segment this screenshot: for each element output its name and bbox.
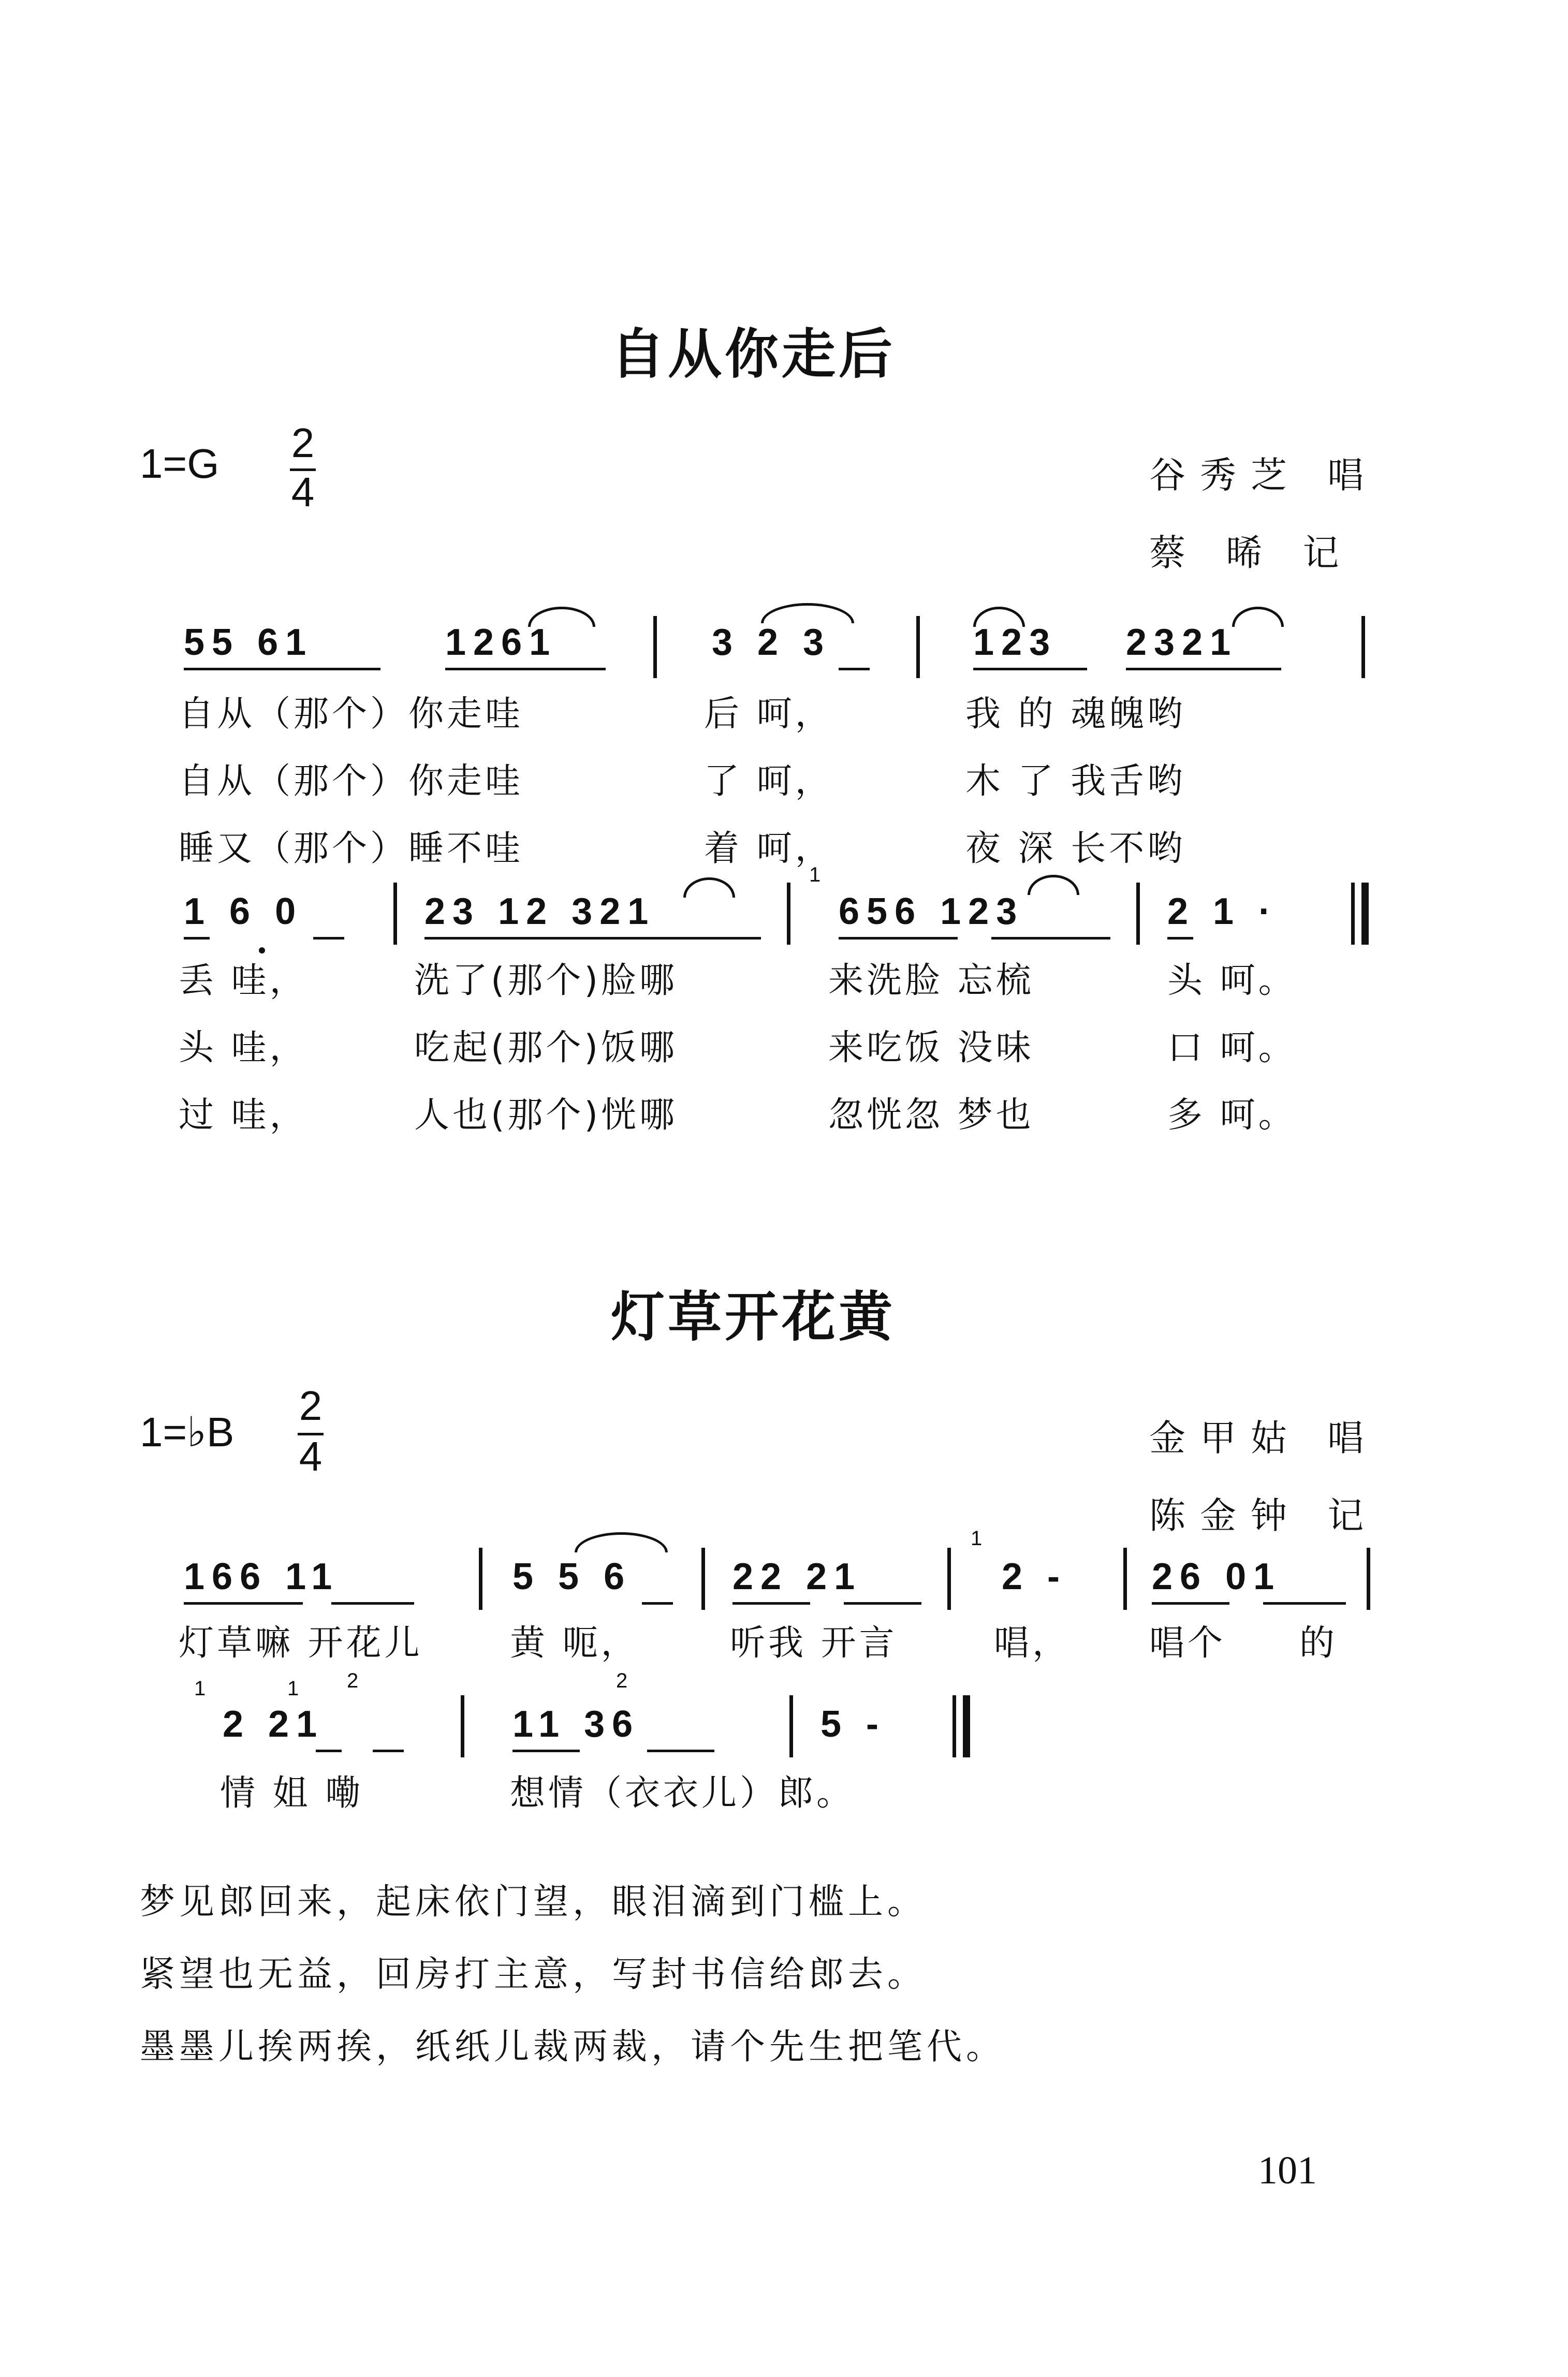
barline [653,616,657,678]
barline [789,1695,793,1757]
grace-note: 1 [287,1677,299,1700]
grace-note: 2 [347,1669,359,1692]
beam [839,937,958,940]
beam [647,1750,714,1752]
barline [461,1695,464,1757]
s1-l2-lyric-1c: 来洗脸 忘梳 [828,960,1034,1001]
s2-l1-lyric-f: 的 [1299,1623,1338,1664]
s2-l1-lyric-d: 唱， [994,1623,1071,1664]
beam [1126,668,1281,670]
s2-l2-lyric-a: 情 姐 嘞 [220,1773,364,1814]
s1-l2-m1: 1 6 0 [184,891,303,932]
s1-l2-lyric-1a: 丢 哇， [179,960,308,1001]
barline [787,883,790,945]
beam [373,1750,404,1752]
beam [991,937,1110,940]
beam [184,937,210,940]
beam [732,1602,810,1605]
s2-l1-m2: 5 5 6 [512,1556,632,1597]
beam [184,668,380,670]
s1-l2-m3: 656 123 [839,891,1024,932]
s1-l2-lyric-2d: 口 呵。 [1167,1028,1297,1068]
s1-l1-lyric-3a: 睡又（那个）睡不哇 [179,828,524,869]
song1-key: 1=G [140,441,219,487]
slur [1028,875,1079,895]
s2-l1-lyric-b: 黄 呃， [510,1623,639,1664]
grace-note: 1 [809,863,821,886]
s1-l2-lyric-3d: 多 呵。 [1167,1095,1297,1136]
s1-l1-lyric-1b: 后 呵， [704,694,833,735]
grace-note: 1 [194,1677,206,1700]
beam [316,1750,342,1752]
barline [1361,616,1365,678]
s1-l2-m2: 23 12 321 [424,891,656,932]
song2-time-bottom: 4 [299,1433,323,1479]
song1-recorder: 蔡 晞 记 [1149,532,1354,574]
s1-l1-m1b: 1261 [445,622,558,663]
beam [844,1602,921,1605]
song1-time-bottom: 4 [291,469,315,515]
s1-l1-lyric-1a: 自从（那个）你走哇 [179,694,524,735]
song2-time-top: 2 [299,1383,323,1429]
beam [184,1602,303,1605]
final-barline-thin [1351,883,1355,945]
song1-singer: 谷秀芝 唱 [1149,454,1379,496]
s2-l1-lyric-c: 听我 开言 [730,1623,898,1664]
beam [445,668,606,670]
slur [528,607,595,627]
beam [424,937,761,940]
final-barline-thick [1361,883,1369,945]
beam [1152,1602,1229,1605]
s1-l2-lyric-3b: 人也(那个)恍哪 [414,1095,678,1136]
song2-recorder: 陈金钟 记 [1149,1494,1379,1537]
barline [916,616,920,678]
s2-l1-m3: 22 21 [732,1556,862,1597]
song2-title: 灯草开花黄 [611,1285,896,1348]
s1-l2-lyric-1b: 洗了(那个)脸哪 [414,960,678,1001]
beam [642,1602,673,1605]
beam [313,937,344,940]
s2-l1-m4: 2 - [1002,1556,1067,1597]
s1-l1-m2: 3 2 3 [712,622,831,663]
beam [1263,1602,1346,1605]
s1-l1-lyric-1c: 我 的 魂魄哟 [965,694,1186,735]
s2-l2-m3: 5 - [820,1704,886,1745]
s1-l2-m4: 2 1 · [1167,891,1279,932]
final-barline-thin [952,1695,956,1757]
s1-l2-lyric-2b: 吃起(那个)饭哪 [414,1028,678,1068]
page-number: 101 [1258,2149,1317,2192]
s1-l2-lyric-1d: 头 呵。 [1167,960,1297,1001]
s1-l1-lyric-2c: 木 了 我舌哟 [965,761,1186,802]
s2-l1-lyric-e: 唱个 [1149,1623,1226,1664]
song2-key: 1=♭B [140,1409,235,1455]
slur [575,1532,668,1552]
slur [683,877,735,898]
slur [761,603,854,623]
s1-l2-lyric-3c: 忽恍忽 梦也 [828,1095,1034,1136]
s1-l1-m3a: 123 [973,622,1058,663]
slur [973,607,1025,627]
grace-note: 1 [971,1527,983,1550]
s1-l2-lyric-2c: 来吃饭 没味 [828,1028,1034,1068]
s1-l2-lyric-3a: 过 哇， [179,1095,308,1136]
beam [331,1602,414,1605]
s1-l1-m1a: 55 61 [184,622,314,663]
song2-singer: 金甲姑 唱 [1149,1417,1379,1459]
beam [512,1750,580,1752]
barline [1136,883,1140,945]
barline [1123,1548,1127,1610]
s1-l1-lyric-2b: 了 呵， [704,761,833,802]
s1-l1-m3b: 2321 [1126,622,1238,663]
s2-l1-m1: 166 11 [184,1556,340,1597]
barline [947,1548,951,1610]
beam [839,668,870,670]
s2-l2-lyric-b: 想情（衣衣儿）郎。 [510,1773,855,1814]
s2-l2-m2: 11 36 [512,1704,640,1745]
slur [1232,607,1284,627]
barline [393,883,397,945]
poem-line-1: 梦见郎回来，起床依门望，眼泪滴到门槛上。 [140,1882,927,1923]
barline [1367,1548,1370,1610]
barline [701,1548,705,1610]
beam [973,668,1087,670]
s1-l1-lyric-3b: 着 呵， [704,828,833,869]
s1-l2-lyric-2a: 头 哇， [179,1028,308,1068]
s1-l1-lyric-2a: 自从（那个）你走哇 [179,761,524,802]
s1-l1-lyric-3c: 夜 深 长不哟 [965,828,1186,869]
song1-time-top: 2 [291,420,315,466]
barline [479,1548,482,1610]
poem-line-2: 紧望也无益，回房打主意，写封书信给郎去。 [140,1954,927,1995]
beam [1167,937,1193,940]
s2-l2-m1: 2 21 [223,1704,325,1745]
grace-note: 2 [616,1669,628,1692]
s2-l1-m5: 26 01 [1152,1556,1282,1597]
poem-line-3: 墨墨儿挨两挨，纸纸儿裁两裁，请个先生把笔代。 [140,2027,1006,2067]
song1-title: 自从你走后 [611,322,896,386]
s2-l1-lyric-a: 灯草嘛 开花儿 [179,1623,423,1664]
final-barline-thick [963,1695,970,1757]
